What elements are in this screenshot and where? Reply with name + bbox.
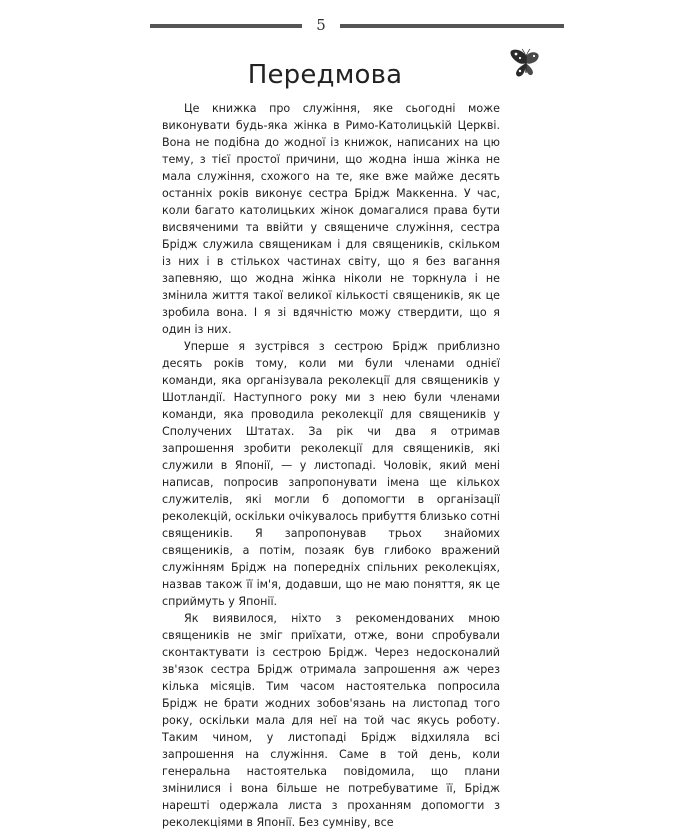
running-header bbox=[150, 14, 564, 36]
chapter-title: Передмова bbox=[247, 60, 403, 90]
paragraph: Як виявилося, ніхто з рекомендованих мною священиків не зміг приїхати, отже, вони спробували сконтактувати із сестрою Брідж. Через недосконалий зв'язок сестра Брідж отримала запрошення аж через кілька місяців. Тим часом настоятелька попросила Брідж не брати жодних зобов'язань на листопад того року, оскільки мала для неї на той час якусь роботу. Таким чином, у листопаді Брідж відхиляла всі запрошення на служіння. Саме в той день, коли генеральна настоятелька повідомила, що плани змінилися і вона більше не потребуватиме її, Брідж нарешті одержала листа з проханням допомогти з реколекціями в Японії. Без сумніву, все bbox=[162, 612, 500, 829]
paragraph: Уперше я зустрівся з сестрою Брідж приблизно десять років тому, коли ми були членами однієї команди, яка організувала реколекції для священиків у Шотландії. Наступного року ми з нею були членами команди, яка проводила реколекції для священиків у Сполучених Штатах. За рік чи два я отримав запрошення зробити реколекції для священиків, які служили в Японії, — у листопаді. Чоловік, який мені написав, попросив запропонувати імена ще кількох служителів, які могли б допомогти в організації реколекцій, оскільки очікувалось прибуття близько сотні священиків. Я запропонував трьох знайомих священиків, а потім, позаяк був глибоко вражений служінням Брідж на попередніх спільних реколекціях, назвав також її ім'я, додавши, що не маю поняття, як це сприймуть у Японії. bbox=[162, 340, 500, 608]
paragraph: Це книжка про служіння, яке сьогодні може виконувати будь-яка жінка в Римо-Католицькій Церкві. Вона не подібна до жодної із книжок, написаних на цю тему, з тієї простої причини, що жодна інша жінка не мала служіння, схожого на те, яке вже майже десять останніх років виконує сестра Брідж Маккенна. У час, коли багато католицьких жінок домагалися права бути висвяченими та ввійти у священиче служіння, сестра Брідж служила священикам і для священиків, скільком із них і в стількох частинах світу, що я без вагання запевняю, що жодна жінка ніколи не торкнула і не змінила життя такої великої кількості священиків, як це зробила вона. І я зі вдячністю можу ствердити, що я один із них. bbox=[162, 102, 500, 336]
header-rule-right bbox=[340, 24, 564, 28]
body-text bbox=[162, 100, 500, 831]
page-number: 5 bbox=[316, 16, 326, 34]
header-rule-left bbox=[150, 24, 302, 28]
